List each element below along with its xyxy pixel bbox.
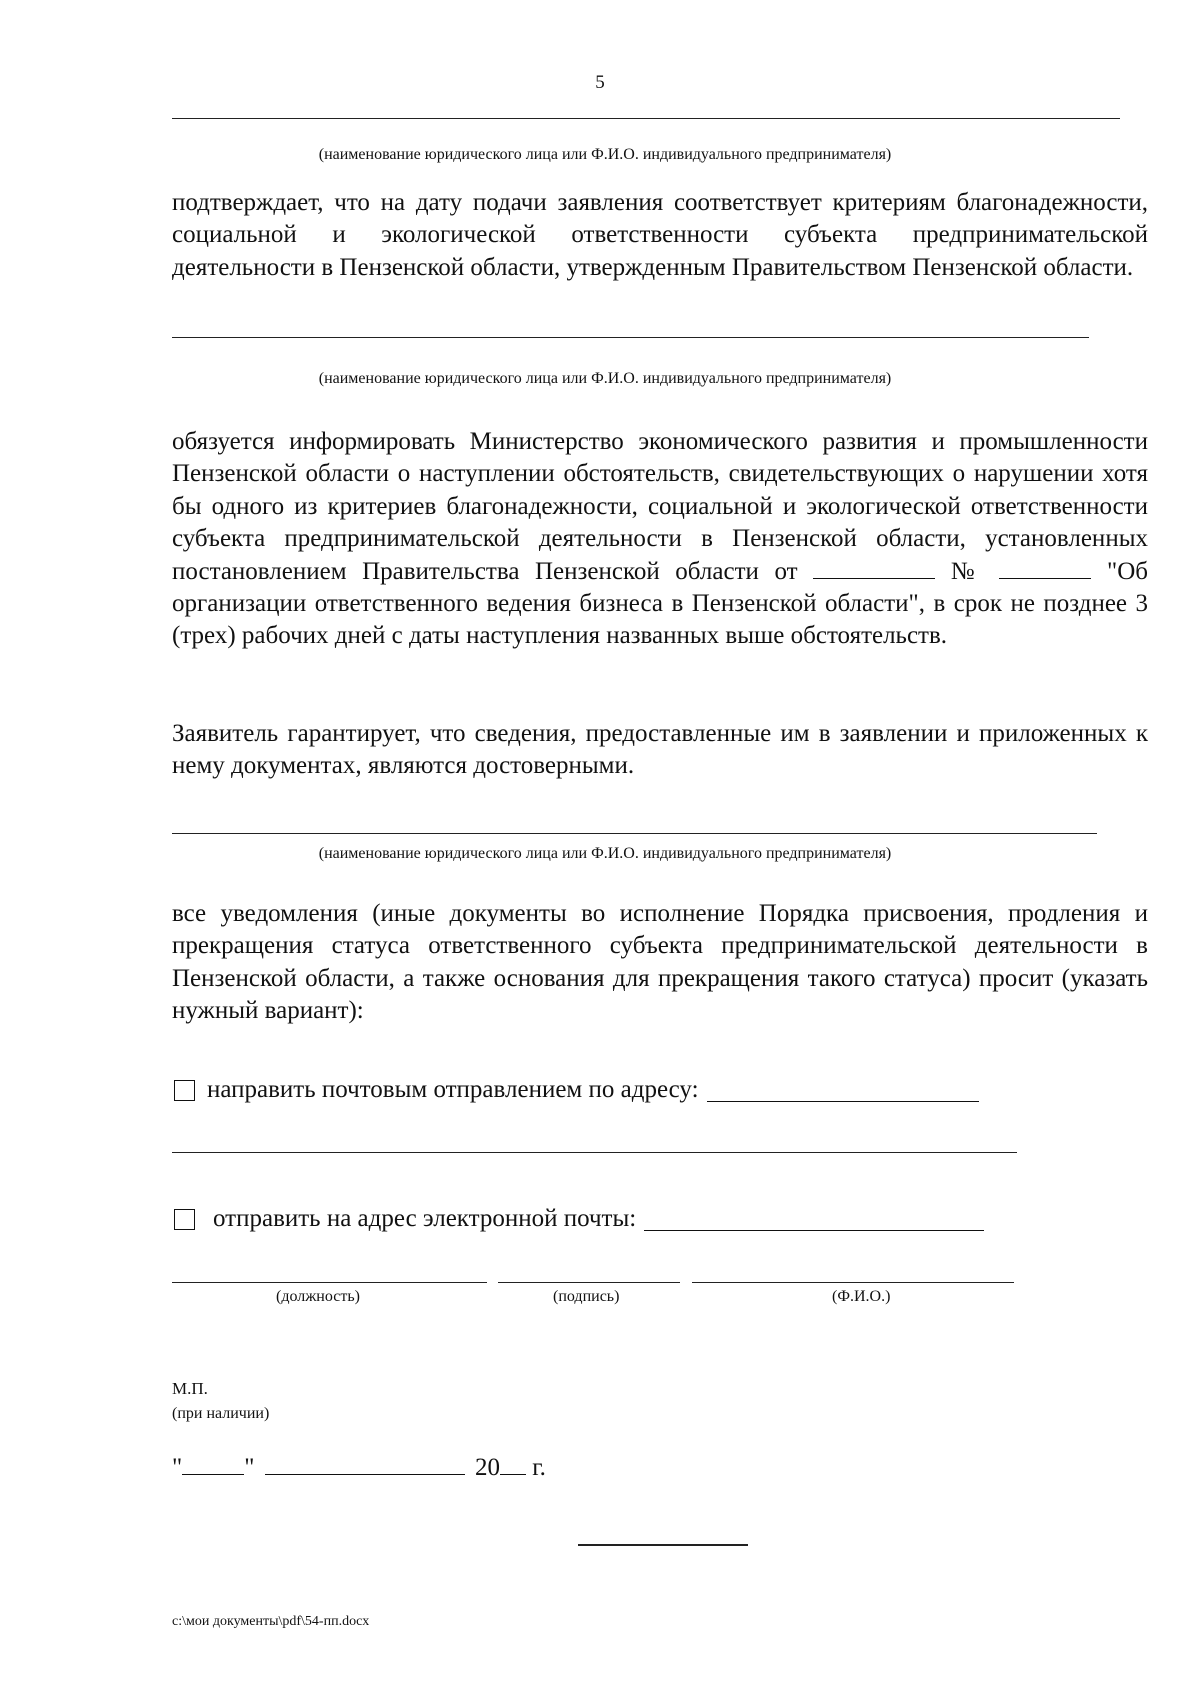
date-quote-open: ": [172, 1454, 183, 1481]
obligation-text-tail: "Об организации ответственного ведения бизнеса в Пензенской области", в срок не позднее 3 (трех) рабочих дней с даты наступления названных выше обстоятельств.: [172, 557, 1149, 650]
option-email-label: отправить на адрес электронной почты:: [213, 1205, 637, 1232]
notifications-paragraph: все уведомления (иные документы во исполнение Порядка присвоения, продления и прекращения статуса ответственного субъекта предпринимательской деятельности в Пензенской области, а также основания для прекращения такого статуса) просит (указать нужный вариант):: [172, 900, 1148, 1025]
position-line[interactable]: [172, 1282, 487, 1283]
option-post-row: [174, 1076, 979, 1104]
guarantee-paragraph: Заявитель гарантирует, что сведения, предоставленные им в заявлении и приложенных к нему документах, являются достоверными.: [172, 720, 1148, 780]
date-quote-close: ": [244, 1454, 255, 1481]
entity-name-line-2[interactable]: [172, 337, 1089, 338]
option-email-row: [174, 1205, 984, 1233]
closing-separator: [578, 1544, 748, 1546]
entity-name-caption-1: (наименование юридического лица или Ф.И.О. индивидуального предпринимателя): [318, 146, 892, 163]
postal-address-line-2[interactable]: [172, 1152, 1017, 1153]
entity-name-caption-2: (наименование юридического лица или Ф.И.О. индивидуального предпринимателя): [318, 370, 892, 387]
option-post-label: направить почтовым отправлением по адресу:: [207, 1076, 699, 1103]
entity-name-caption-3: (наименование юридического лица или Ф.И.О. индивидуального предпринимателя): [318, 845, 892, 862]
day-blank[interactable]: [182, 1452, 244, 1475]
postal-address-blank[interactable]: [707, 1079, 979, 1102]
file-path-footer: c:\мои документы\pdf\54-пп.docx: [172, 1614, 370, 1629]
signature-caption: (подпись): [553, 1288, 620, 1305]
confirmation-paragraph: подтверждает, что на дату подачи заявления соответствует критериям благонадежности, социальной и экологической ответственности субъекта предпринимательской деятельности в Пензенской области, утвержденным Правительством Пензенской области.: [172, 189, 1148, 281]
year-suffix: г.: [532, 1454, 546, 1481]
signature-line[interactable]: [498, 1282, 680, 1283]
email-checkbox[interactable]: [174, 1209, 195, 1230]
resolution-date-blank[interactable]: [813, 556, 935, 579]
resolution-number-blank[interactable]: [999, 556, 1091, 579]
post-checkbox[interactable]: [174, 1080, 195, 1101]
date-row: [172, 1452, 546, 1482]
stamp-label: М.П.: [172, 1379, 208, 1398]
resolution-number-sign: №: [950, 557, 984, 585]
stamp-note: (при наличии): [172, 1405, 270, 1422]
month-blank[interactable]: [265, 1452, 465, 1475]
fio-caption: (Ф.И.О.): [832, 1288, 891, 1305]
year-blank[interactable]: [500, 1452, 526, 1475]
year-prefix: 20: [474, 1454, 500, 1481]
position-caption: (должность): [276, 1288, 360, 1305]
entity-name-line-1[interactable]: [172, 118, 1120, 119]
fio-line[interactable]: [692, 1282, 1014, 1283]
obligation-text: обязуется информировать Министерство экономического развития и промышленности Пензенской области о наступлении обстоятельств, свидетельствующих о нарушении хотя бы одного из критериев благонадежности, социальной и экологической ответственности субъекта предпринимательской деятельности в Пензенской области, установленных постановлением Правительства Пензенской области от: [172, 428, 1148, 585]
entity-name-line-3[interactable]: [172, 833, 1097, 834]
page-number: 5: [595, 72, 605, 93]
obligation-paragraph: [172, 426, 1148, 653]
email-address-blank[interactable]: [644, 1208, 984, 1231]
